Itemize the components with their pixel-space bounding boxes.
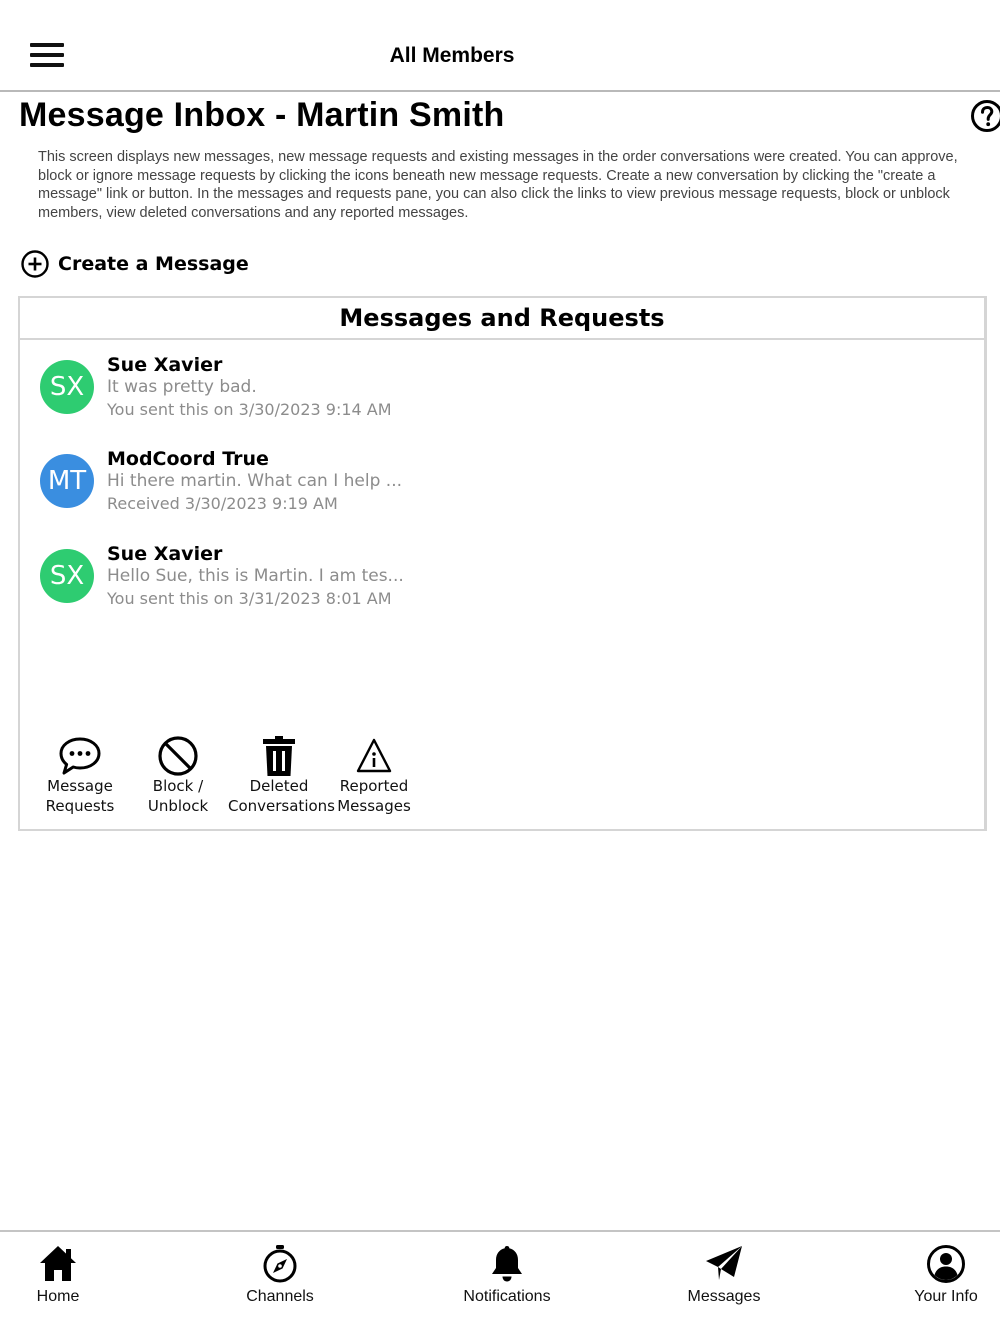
block-unblock-button[interactable] <box>136 736 220 816</box>
block-icon <box>156 736 200 776</box>
add-circle-icon <box>20 249 50 279</box>
conversation-time: Received 3/30/2023 9:19 AM <box>107 494 338 513</box>
warning-icon <box>352 736 396 776</box>
tab-messages[interactable] <box>654 1244 794 1306</box>
tab-label: Messages <box>687 1288 761 1305</box>
tab-label: Your Info <box>914 1288 978 1305</box>
help-icon[interactable] <box>970 99 1000 133</box>
send-icon <box>704 1244 744 1284</box>
chat-bubble-icon <box>58 736 102 776</box>
avatar: SX <box>40 549 94 603</box>
action-label: Message <box>47 777 113 795</box>
bell-icon <box>487 1244 527 1284</box>
header-title: All Members <box>389 44 515 67</box>
user-icon <box>926 1244 966 1284</box>
tab-label: Home <box>36 1288 80 1305</box>
action-label: Messages <box>337 797 411 815</box>
conversation-preview: Hello Sue, this is Martin. I am tes... <box>107 566 404 586</box>
conversation-time: You sent this on 3/31/2023 8:01 AM <box>107 589 392 608</box>
messages-panel <box>18 296 987 831</box>
action-label: Requests <box>45 797 115 815</box>
action-label: Conversations <box>228 797 335 815</box>
tab-label: Channels <box>246 1288 314 1305</box>
conversation-item[interactable] <box>40 448 640 534</box>
conversation-name: Sue Xavier <box>107 543 223 565</box>
action-label: Reported <box>339 777 409 795</box>
reported-messages-button[interactable] <box>332 736 416 816</box>
page-description: This screen displays new messages, new message requests and existing messages in the order conversations were created. You can approve, block or ignore message requests by clicking the icons beneath new message requests. Create a new conversation by clicking the "create a message" link or button. In the messages and requests pane, you can also click the links to view previous message requests, block or unblock members, view deleted conversations and any reported messages. <box>38 149 958 222</box>
tab-channels[interactable] <box>210 1244 350 1306</box>
tab-home[interactable] <box>0 1244 128 1306</box>
tab-notifications[interactable] <box>437 1244 577 1306</box>
conversation-name: ModCoord True <box>107 448 269 470</box>
deleted-conversations-button[interactable] <box>228 736 335 816</box>
tab-your-info[interactable] <box>876 1244 1000 1306</box>
tab-label: Notifications <box>463 1288 551 1305</box>
message-requests-button[interactable] <box>32 736 128 816</box>
action-label: Deleted <box>249 777 309 795</box>
action-label: Unblock <box>147 797 209 815</box>
conversation-item[interactable] <box>40 354 640 440</box>
bottom-tab-bar <box>0 1230 1000 1334</box>
page-title: Message Inbox - Martin Smith <box>19 96 505 134</box>
panel-title: Messages and Requests <box>339 304 665 332</box>
conversation-preview: It was pretty bad. <box>107 377 257 397</box>
avatar: SX <box>40 360 94 414</box>
conversation-time: You sent this on 3/30/2023 9:14 AM <box>107 400 392 419</box>
compass-icon <box>260 1244 300 1284</box>
conversation-preview: Hi there martin. What can I help ... <box>107 471 403 491</box>
home-icon <box>38 1244 78 1284</box>
create-message-label: Create a Message <box>58 253 249 275</box>
panel-header <box>20 298 984 340</box>
conversation-name: Sue Xavier <box>107 354 223 376</box>
trash-icon <box>257 736 301 776</box>
avatar: MT <box>40 454 94 508</box>
top-bar <box>0 0 1000 92</box>
action-label: Block / <box>152 777 204 795</box>
conversation-item[interactable] <box>40 543 640 629</box>
create-message-button[interactable] <box>20 248 249 280</box>
